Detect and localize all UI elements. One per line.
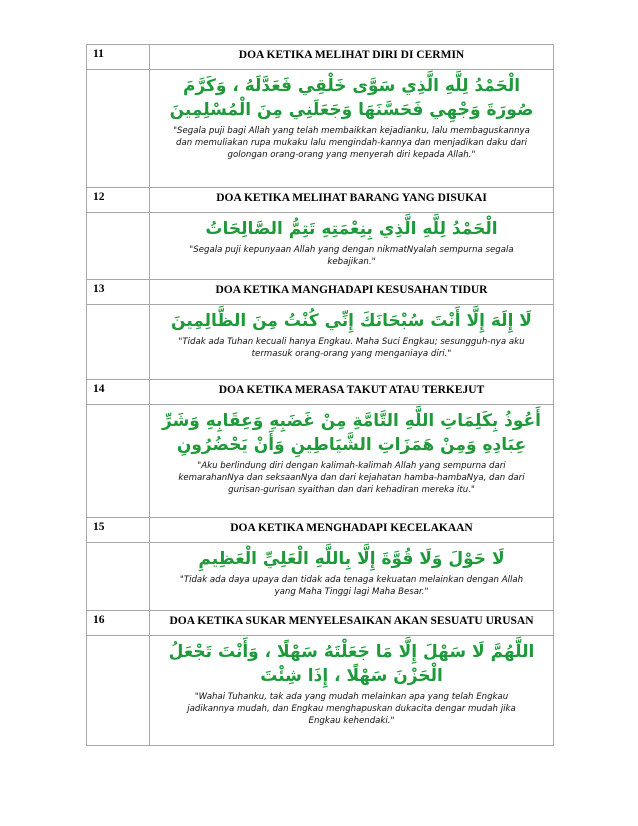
entry-header-row <box>87 518 554 543</box>
entry-header-row <box>87 45 554 70</box>
entry-content <box>150 70 554 188</box>
entry-number: 14 <box>87 380 150 405</box>
arabic-prayer: اللَّهُمَّ لَا سَهْلَ إِلَّا مَا جَعَلْتَهُ سَهْلًا ، وَأَنْتَ تَجْعَلُ الْحَزْنَ سَهْلًا ، إِذَا شِئْتَ <box>168 642 535 686</box>
entry-content <box>150 213 554 280</box>
entry-title: DOA KETIKA SUKAR MENYELESAIKAN AKAN SESUATU URUSAN <box>150 611 554 636</box>
entry-number: 12 <box>87 188 150 213</box>
entry-blank-cell <box>87 305 150 380</box>
entry-content <box>150 543 554 611</box>
prayer-translation: "Wahai Tuhanku, tak ada yang mudah melainkan apa yang telah Engkau jadikannya mudah, dan Engkau menghapuskan dukacita dengar mudah jika Engkau kehendaki." <box>187 692 516 726</box>
arabic-prayer: الْحَمْدُ لِلَّهِ الَّذِي بِنِعْمَتِهِ تَتِمُّ الصَّالِحَاتُ <box>205 219 498 239</box>
entry-title: DOA KETIKA MELIHAT DIRI DI CERMIN <box>150 45 554 70</box>
entry-header-row <box>87 611 554 636</box>
entry-header-row <box>87 280 554 305</box>
entry-number: 11 <box>87 45 150 70</box>
entry-title: DOA KETIKA MERASA TAKUT ATAU TERKEJUT <box>150 380 554 405</box>
arabic-prayer: الْحَمْدُ لِلَّهِ الَّذِي سَوَّى خَلْقِي فَعَدَّلَهُ ، وَكَرَّمَ صُورَةَ وَجْهِي فَحَسَّنَهَا وَجَعَلَنِي مِنَ الْمُسْلِمِينَ <box>169 76 534 120</box>
prayer-translation: "Aku berlindung diri dengan kalimah-kalimah Allah yang sempurna dari kemarahanNya dan seksaanNya dan dari kejahatan hamba-hambaNya, dan dari gurisan-gurisan syaithan dan dari kehadiran mereka itu." <box>178 461 525 495</box>
entry-header-row <box>87 188 554 213</box>
entry-content-row <box>87 405 554 518</box>
entry-number: 15 <box>87 518 150 543</box>
entry-content-row <box>87 70 554 188</box>
entry-content <box>150 305 554 380</box>
entry-blank-cell <box>87 70 150 188</box>
entry-content-row <box>87 636 554 746</box>
arabic-prayer: أَعُوذُ بِكَلِمَاتِ اللَّهِ التَّامَّةِ مِنْ غَضَبِهِ وَعِقَابِهِ وَشَرِّ عِبَادِهِ وَمِنْ هَمَزَاتِ الشَّيَاطِينِ وَأَنْ يَحْضُرُونِ <box>162 411 541 455</box>
entry-number: 13 <box>87 280 150 305</box>
prayer-translation: "Segala puji kepunyaan Allah yang dengan nikmatNyalah sempurna segala kebajikan." <box>189 245 514 267</box>
arabic-prayer: لَا إِلَهَ إِلَّا أَنْتَ سُبْحَانَكَ إِنِّي كُنْتُ مِنَ الظَّالِمِينَ <box>171 311 532 331</box>
entry-blank-cell <box>87 405 150 518</box>
entry-content-row <box>87 213 554 280</box>
entry-title: DOA KETIKA MENGHADAPI KECELAKAAN <box>150 518 554 543</box>
prayer-translation: "Tidak ada daya upaya dan tidak ada tenaga kekuatan melainkan dengan Allah yang Maha Tinggi lagi Maha Besar." <box>179 575 524 597</box>
doa-table <box>86 44 554 746</box>
entry-number: 16 <box>87 611 150 636</box>
prayer-translation: "Segala puji bagi Allah yang telah membaikkan kejadianku, lalu membaguskannya dan memuliakan rupa mukaku lalu mengindah-kannya dan menjadikan daku dari golongan orang-orang yang menyerah diri kepada Allah." <box>173 126 530 160</box>
entry-content-row <box>87 543 554 611</box>
entry-title: DOA KETIKA MELIHAT BARANG YANG DISUKAI <box>150 188 554 213</box>
entry-content <box>150 405 554 518</box>
entry-blank-cell <box>87 543 150 611</box>
prayer-translation: "Tidak ada Tuhan kecuali hanya Engkau. Maha Suci Engkau; sesungguh-nya aku termasuk orang-orang yang menganiaya diri." <box>178 337 525 359</box>
entry-title: DOA KETIKA MANGHADAPI KESUSAHAN TIDUR <box>150 280 554 305</box>
arabic-prayer: لَا حَوْلَ وَلَا قُوَّةَ إِلَّا بِاللَّهِ الْعَلِيِّ الْعَظِيمِ <box>198 549 505 569</box>
entry-content <box>150 636 554 746</box>
entry-blank-cell <box>87 636 150 746</box>
entry-blank-cell <box>87 213 150 280</box>
entry-content-row <box>87 305 554 380</box>
entry-header-row <box>87 380 554 405</box>
